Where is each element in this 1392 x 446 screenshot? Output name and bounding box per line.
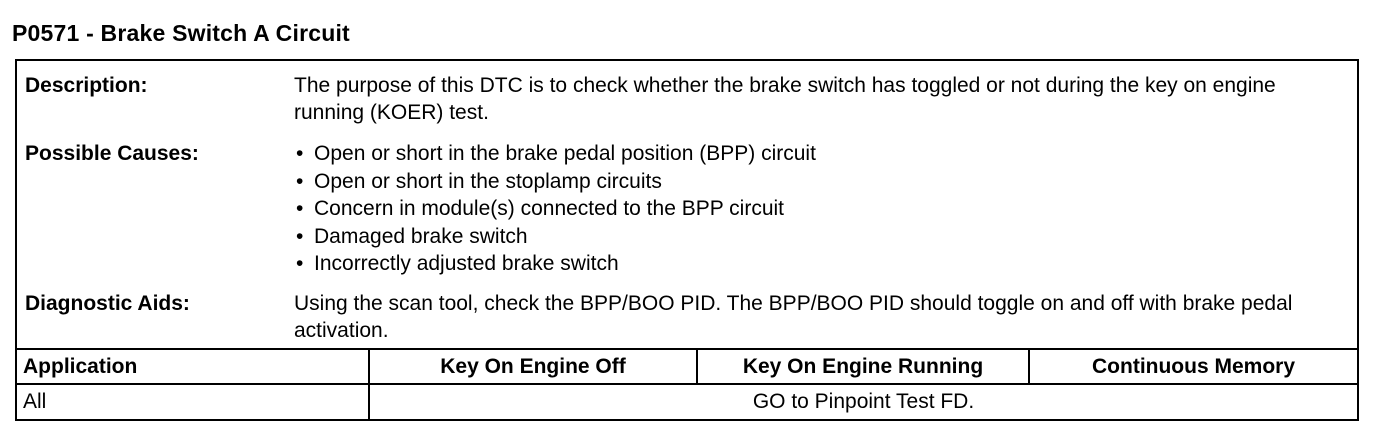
description-label: Description: bbox=[25, 74, 148, 97]
cell-action: GO to Pinpoint Test FD. bbox=[369, 384, 1357, 419]
application-table bbox=[17, 348, 1357, 419]
list-item: • Incorrectly adjusted brake switch bbox=[296, 252, 619, 275]
list-item: • Open or short in the stoplamp circuits bbox=[296, 169, 662, 193]
diagnostic-aids-label: Diagnostic Aids: bbox=[25, 292, 190, 315]
list-item: • Damaged brake switch bbox=[296, 224, 528, 248]
list-item: • Open or short in the brake pedal position (BPP) circuit bbox=[296, 142, 816, 165]
header-key-on-engine-off: Key On Engine Off bbox=[369, 349, 697, 384]
description-text: The purpose of this DTC is to check whether the brake switch has toggled or not during the key on engine running (KOER) test. bbox=[294, 74, 1276, 124]
diagnostic-aids-row bbox=[17, 290, 1357, 348]
description-row bbox=[17, 72, 1357, 132]
dtc-info-box bbox=[15, 59, 1359, 421]
header-application: Application bbox=[17, 349, 369, 384]
table-header-row bbox=[17, 349, 1357, 384]
diagnostic-aids-text: Using the scan tool, check the BPP/BOO PID. The BPP/BOO PID should toggle on and off with brake pedal activation. bbox=[294, 292, 1293, 342]
table-row bbox=[17, 384, 1357, 419]
possible-causes-row bbox=[17, 140, 1357, 280]
header-key-on-engine-running: Key On Engine Running bbox=[697, 349, 1029, 384]
page-title: P0571 - Brake Switch A Circuit bbox=[12, 20, 350, 46]
header-continuous-memory: Continuous Memory bbox=[1029, 349, 1357, 384]
possible-causes-list bbox=[294, 140, 1349, 278]
possible-causes-label: Possible Causes: bbox=[25, 142, 199, 165]
list-item: • Concern in module(s) connected to the BPP circuit bbox=[296, 197, 785, 220]
cell-application: All bbox=[17, 384, 369, 419]
